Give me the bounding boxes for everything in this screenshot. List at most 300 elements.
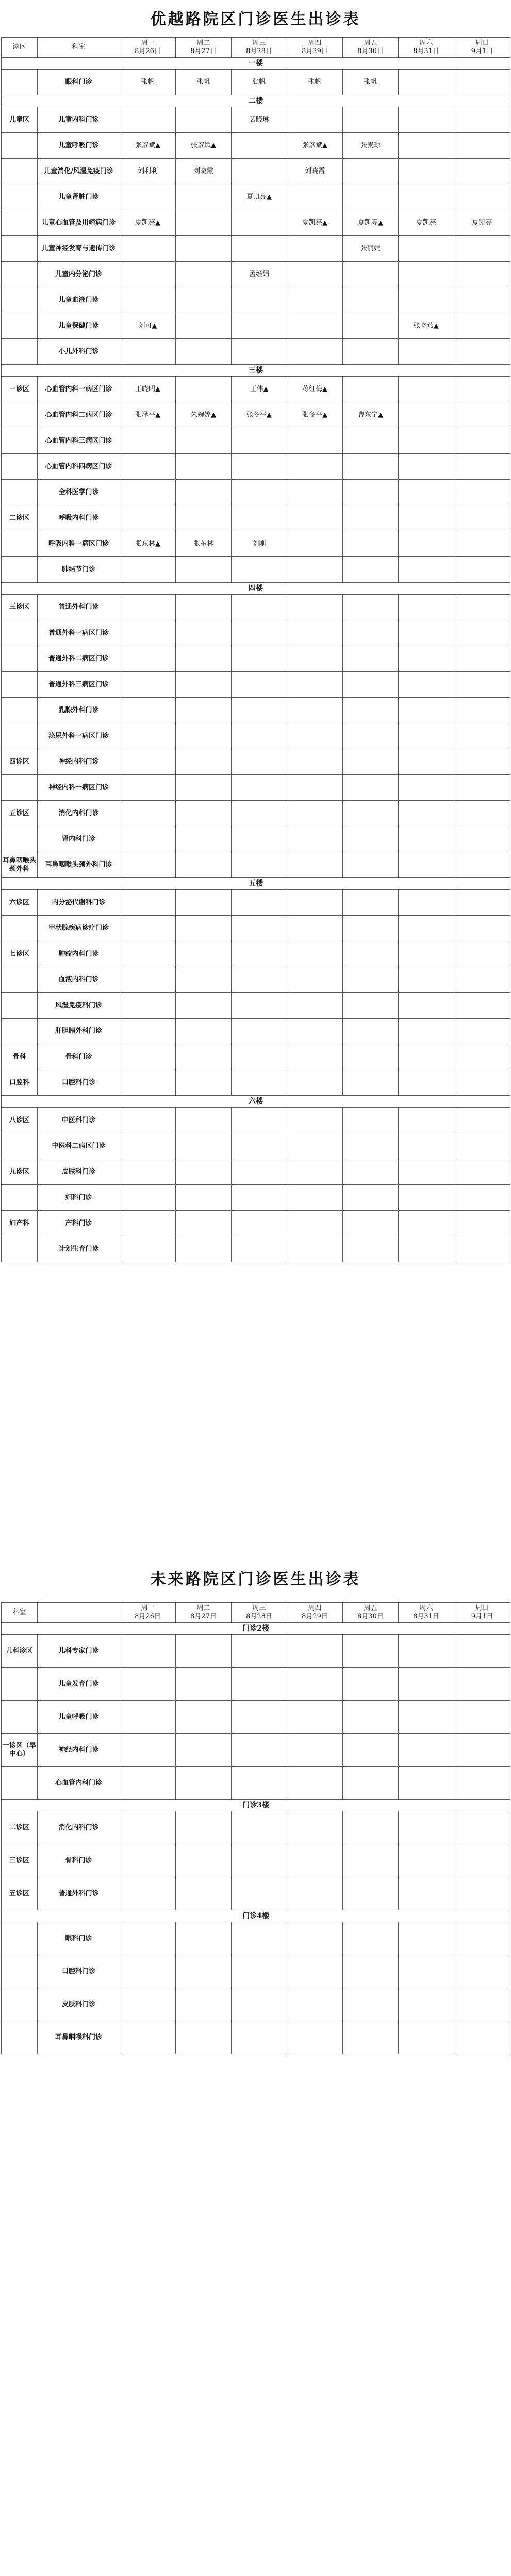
doctor-cell [287,236,343,262]
doctor-cell [454,967,510,993]
doctor-cell [399,377,454,402]
doctor-cell [176,993,232,1019]
doctor-cell [399,1767,454,1800]
doctor-cell [176,775,232,801]
dept-cell: 泌尿外科一病区门诊 [38,723,120,749]
doctor-cell [287,1635,343,1668]
doctor-cell [232,1211,287,1236]
doctor-cell [287,1955,343,1988]
doctor-cell: 夏凯亮▲ [343,210,399,236]
doctor-cell [287,287,343,313]
doctor-cell: 夏凯亮▲ [232,184,287,210]
doctor-cell: 孟维娟 [232,262,287,287]
doctor-cell [399,1635,454,1668]
doctor-cell [454,531,510,557]
doctor-cell [232,890,287,916]
doctor-cell [176,1070,232,1096]
doctor-cell [176,339,232,365]
column-header: 周一 8月26日 [120,1603,176,1623]
doctor-cell [454,595,510,620]
zone-cell [2,775,38,801]
floor-label: 门诊4楼 [2,1910,510,1922]
doctor-cell [287,1019,343,1044]
dept-cell: 儿童心血管及川崎病门诊 [38,210,120,236]
doctor-cell [232,454,287,480]
doctor-cell [120,890,176,916]
doctor-cell [454,159,510,184]
dept-cell: 眼科门诊 [38,1922,120,1955]
doctor-cell: 刘可▲ [120,313,176,339]
doctor-cell [343,1211,399,1236]
doctor-cell [454,133,510,159]
doctor-cell [232,505,287,531]
zone-cell: 二诊区 [2,505,38,531]
doctor-cell: 裴晓琳 [232,107,287,133]
dept-cell: 妇科门诊 [38,1185,120,1211]
doctor-cell [232,1133,287,1159]
doctor-cell [176,698,232,723]
doctor-cell [454,1108,510,1133]
doctor-cell [454,70,510,95]
doc1-table [1,37,510,1262]
doctor-cell [287,1668,343,1701]
column-header: 周五 8月30日 [343,1603,399,1623]
doctor-cell [454,1734,510,1767]
doctor-cell [399,1811,454,1844]
doctor-cell [399,916,454,941]
doctor-cell [120,723,176,749]
doctor-cell [343,1734,399,1767]
column-header: 科室 [38,38,120,58]
date-label: 8月26日 [135,1613,161,1620]
doctor-cell [287,1044,343,1070]
dept-cell: 皮肤科门诊 [38,1159,120,1185]
table-row [2,1211,510,1236]
column-header: 周一 8月26日 [120,38,176,58]
dept-cell: 儿童内分泌门诊 [38,262,120,287]
doctor-cell [454,2021,510,2054]
doctor-cell [343,890,399,916]
doctor-cell [232,698,287,723]
doctor-cell [399,1988,454,2021]
floor-row [2,365,510,377]
table-row [2,428,510,454]
doctor-cell [176,672,232,698]
dept-cell: 儿童血液门诊 [38,287,120,313]
doctor-cell [232,1767,287,1800]
dept-cell: 儿童保健门诊 [38,313,120,339]
doctor-cell [343,801,399,826]
doctor-cell [454,1236,510,1262]
doctor-cell [399,595,454,620]
doctor-cell [232,159,287,184]
doctor-cell [287,595,343,620]
dept-cell: 儿童肾脏门诊 [38,184,120,210]
doctor-cell [120,1070,176,1096]
doctor-cell [454,287,510,313]
zone-cell [2,1767,38,1800]
zone-cell [2,646,38,672]
doctor-cell [232,801,287,826]
zone-cell: 五诊区 [2,1877,38,1910]
date-label: 9月1日 [471,1613,493,1620]
doctor-cell [287,454,343,480]
doctor-cell [176,1877,232,1910]
zone-cell [2,1988,38,2021]
doctor-cell [454,1185,510,1211]
table-row [2,1236,510,1262]
doctor-cell [287,1811,343,1844]
dept-cell: 普通外科一病区门诊 [38,620,120,646]
zone-cell [2,313,38,339]
doctor-cell [176,967,232,993]
doctor-cell [454,916,510,941]
dept-cell: 计划生育门诊 [38,1236,120,1262]
column-header: 周三 8月28日 [232,38,287,58]
doctor-cell [287,505,343,531]
doctor-cell [287,993,343,1019]
date-label: 8月30日 [357,1613,384,1620]
dept-cell: 产科门诊 [38,1211,120,1236]
table-row [2,595,510,620]
zone-cell [2,1701,38,1734]
doctor-cell [176,1019,232,1044]
dept-cell: 肾内科门诊 [38,826,120,852]
doctor-cell [120,107,176,133]
doctor-cell [343,505,399,531]
table-row [2,993,510,1019]
doctor-cell [454,1668,510,1701]
doctor-cell: 张晓燕▲ [399,313,454,339]
doctor-cell [399,531,454,557]
zone-cell: 口腔科 [2,1070,38,1096]
doctor-cell [287,184,343,210]
doctor-cell [176,210,232,236]
dept-cell: 小儿外科门诊 [38,339,120,365]
doctor-cell [343,1668,399,1701]
doctor-cell [399,672,454,698]
doctor-cell [120,1844,176,1877]
doctor-cell [399,1185,454,1211]
doctor-cell [120,1988,176,2021]
dept-cell: 口腔科门诊 [38,1070,120,1096]
doctor-cell: 张帆 [176,70,232,95]
dept-cell: 消化内科门诊 [38,801,120,826]
doctor-cell [120,993,176,1019]
doctor-cell [120,339,176,365]
doctor-cell [343,480,399,505]
doctor-cell [232,210,287,236]
doctor-cell [343,339,399,365]
doctor-cell [232,646,287,672]
doctor-cell [454,1211,510,1236]
doctor-cell [343,1877,399,1910]
doctor-cell [232,557,287,583]
zone-cell: 八诊区 [2,1108,38,1133]
column-header: 诊区 [2,38,38,58]
doctor-cell [287,262,343,287]
doctor-cell: 张冬平▲ [232,402,287,428]
zone-cell [2,531,38,557]
doctor-cell [399,967,454,993]
dept-cell: 血液内科门诊 [38,967,120,993]
date-label: 8月31日 [413,47,439,55]
doctor-cell [232,620,287,646]
zone-cell: 三诊区 [2,1844,38,1877]
date-label: 9月1日 [471,47,493,55]
doctor-cell [176,1236,232,1262]
doctor-cell [232,749,287,775]
zone-cell: 儿童区 [2,107,38,133]
zone-cell [2,2021,38,2054]
doctor-cell [454,1044,510,1070]
doctor-cell [232,1159,287,1185]
doctor-cell [399,505,454,531]
table-row [2,801,510,826]
doctor-cell [120,967,176,993]
doctor-cell [399,184,454,210]
doctor-cell [120,557,176,583]
doctor-cell [120,1734,176,1767]
column-header: 周二 8月27日 [176,1603,232,1623]
table-row [2,287,510,313]
dept-cell: 肺结节门诊 [38,557,120,583]
doctor-cell [232,133,287,159]
table-row [2,133,510,159]
doctor-cell [120,480,176,505]
doctor-cell [454,1922,510,1955]
table-row [2,1185,510,1211]
table-row [2,184,510,210]
dept-cell: 耳鼻咽喉头颈外科门诊 [38,852,120,878]
doctor-cell [343,1922,399,1955]
table-row [2,1811,510,1844]
doctor-cell [232,993,287,1019]
doctor-cell [343,1701,399,1734]
table-row [2,1877,510,1910]
doctor-cell [399,1044,454,1070]
doctor-cell [454,236,510,262]
doctor-cell [399,1668,454,1701]
doctor-cell [176,428,232,454]
floor-label: 四楼 [2,583,510,595]
zone-cell [2,70,38,95]
doctor-cell [343,749,399,775]
column-header: 周五 8月30日 [343,38,399,58]
zone-cell [2,993,38,1019]
zone-cell [2,1185,38,1211]
doctor-cell [287,1070,343,1096]
zone-cell [2,672,38,698]
doctor-cell [399,890,454,916]
table-row [2,454,510,480]
doctor-cell [232,595,287,620]
doctor-cell [176,1211,232,1236]
doctor-cell [287,967,343,993]
doctor-cell [454,1159,510,1185]
doctor-cell: 张东林▲ [120,531,176,557]
doctor-cell [399,1108,454,1133]
dept-cell: 心血管内科三病区门诊 [38,428,120,454]
doctor-cell: 王晓明▲ [120,377,176,402]
doctor-cell: 张彦斌▲ [287,133,343,159]
table-row [2,505,510,531]
zone-cell [2,1955,38,1988]
floor-row [2,1623,510,1635]
zone-cell [2,698,38,723]
doctor-cell [343,262,399,287]
dept-cell: 呼吸内科一病区门诊 [38,531,120,557]
doctor-cell [454,890,510,916]
doctor-cell [120,749,176,775]
doctor-cell [399,620,454,646]
zone-cell [2,184,38,210]
table-row [2,313,510,339]
doctor-cell [343,1955,399,1988]
dept-cell: 神经内科一病区门诊 [38,775,120,801]
doctor-cell [287,852,343,878]
doctor-cell [454,480,510,505]
doctor-cell: 张彦斌▲ [176,133,232,159]
doctor-cell [287,801,343,826]
doctor-cell [343,1988,399,2021]
doctor-cell [454,749,510,775]
doctor-cell [287,1877,343,1910]
doctor-cell [287,1844,343,1877]
doctor-cell [287,480,343,505]
doctor-cell [343,313,399,339]
doctor-cell [399,698,454,723]
zone-cell [2,480,38,505]
dept-cell: 风湿免疫科门诊 [38,993,120,1019]
table-row [2,1044,510,1070]
doctor-cell [176,287,232,313]
doctor-cell: 王伟▲ [232,377,287,402]
floor-row [2,583,510,595]
doctor-cell [176,1734,232,1767]
doctor-cell [454,454,510,480]
doctor-cell [176,1811,232,1844]
date-label: 8月28日 [246,47,272,55]
doctor-cell [399,2021,454,2054]
dept-cell: 中医科二病区门诊 [38,1133,120,1159]
doctor-cell [176,236,232,262]
doctor-cell [343,1635,399,1668]
doctor-cell [176,505,232,531]
doctor-cell [399,480,454,505]
doctor-cell [232,2021,287,2054]
doctor-cell [176,1635,232,1668]
doctor-cell [343,723,399,749]
table-row [2,916,510,941]
doctor-cell [176,1701,232,1734]
zone-cell [2,826,38,852]
dept-cell: 神经内科门诊 [38,749,120,775]
doctor-cell [176,646,232,672]
doctor-cell [176,184,232,210]
dept-cell: 心血管内科二病区门诊 [38,402,120,428]
doctor-cell [343,1159,399,1185]
doctor-cell [232,1701,287,1734]
doctor-cell [343,184,399,210]
doctor-cell [287,826,343,852]
doctor-cell [343,916,399,941]
table-row [2,557,510,583]
doctor-cell [176,1922,232,1955]
zone-cell [2,1133,38,1159]
table-row [2,1844,510,1877]
doctor-cell: 张泽平▲ [120,402,176,428]
doctor-cell [232,1236,287,1262]
doctor-cell [343,377,399,402]
dept-cell: 心血管内科四病区门诊 [38,454,120,480]
column-header: 周六 8月31日 [399,38,454,58]
doctor-cell [399,236,454,262]
doctor-cell [454,698,510,723]
column-header [38,1603,120,1623]
dept-cell: 普通外科二病区门诊 [38,646,120,672]
doctor-cell [120,1044,176,1070]
doctor-cell [287,941,343,967]
doctor-cell [232,826,287,852]
doctor-cell [343,852,399,878]
doc2-table [1,1602,510,2054]
doctor-cell [120,698,176,723]
doctor-cell [287,1734,343,1767]
doctor-cell: 刘刚 [232,531,287,557]
doctor-cell [454,775,510,801]
zone-cell [2,133,38,159]
doctor-cell [399,287,454,313]
doctor-cell [343,967,399,993]
table-row [2,210,510,236]
table-row [2,775,510,801]
doctor-cell [454,1811,510,1844]
doctor-cell [287,749,343,775]
doctor-cell [454,505,510,531]
zone-cell: 骨科 [2,1044,38,1070]
doctor-cell: 张东林 [176,531,232,557]
table-row [2,1133,510,1159]
dept-cell: 心血管内科门诊 [38,1767,120,1800]
doctor-cell [287,1988,343,2021]
doctor-cell [454,852,510,878]
doctor-cell [454,672,510,698]
floor-label: 门诊3楼 [2,1800,510,1811]
doctor-cell [120,1922,176,1955]
doctor-cell [399,852,454,878]
floor-label: 五楼 [2,878,510,890]
doctor-cell [120,1108,176,1133]
dept-cell: 普通外科三病区门诊 [38,672,120,698]
doctor-cell [343,1185,399,1211]
date-label: 8月29日 [302,47,328,55]
table-row [2,107,510,133]
doctor-cell [176,620,232,646]
table-row [2,1955,510,1988]
doctor-cell [343,1767,399,1800]
doctor-cell [399,801,454,826]
doctor-cell: 夏凯亮 [399,210,454,236]
zone-cell: 七诊区 [2,941,38,967]
zone-cell: 耳鼻咽喉头颈外科 [2,852,38,878]
zone-cell: 一诊区 [2,377,38,402]
doctor-cell [287,1922,343,1955]
doctor-cell [176,826,232,852]
doctor-cell [399,749,454,775]
table-row [2,826,510,852]
zone-cell [2,620,38,646]
